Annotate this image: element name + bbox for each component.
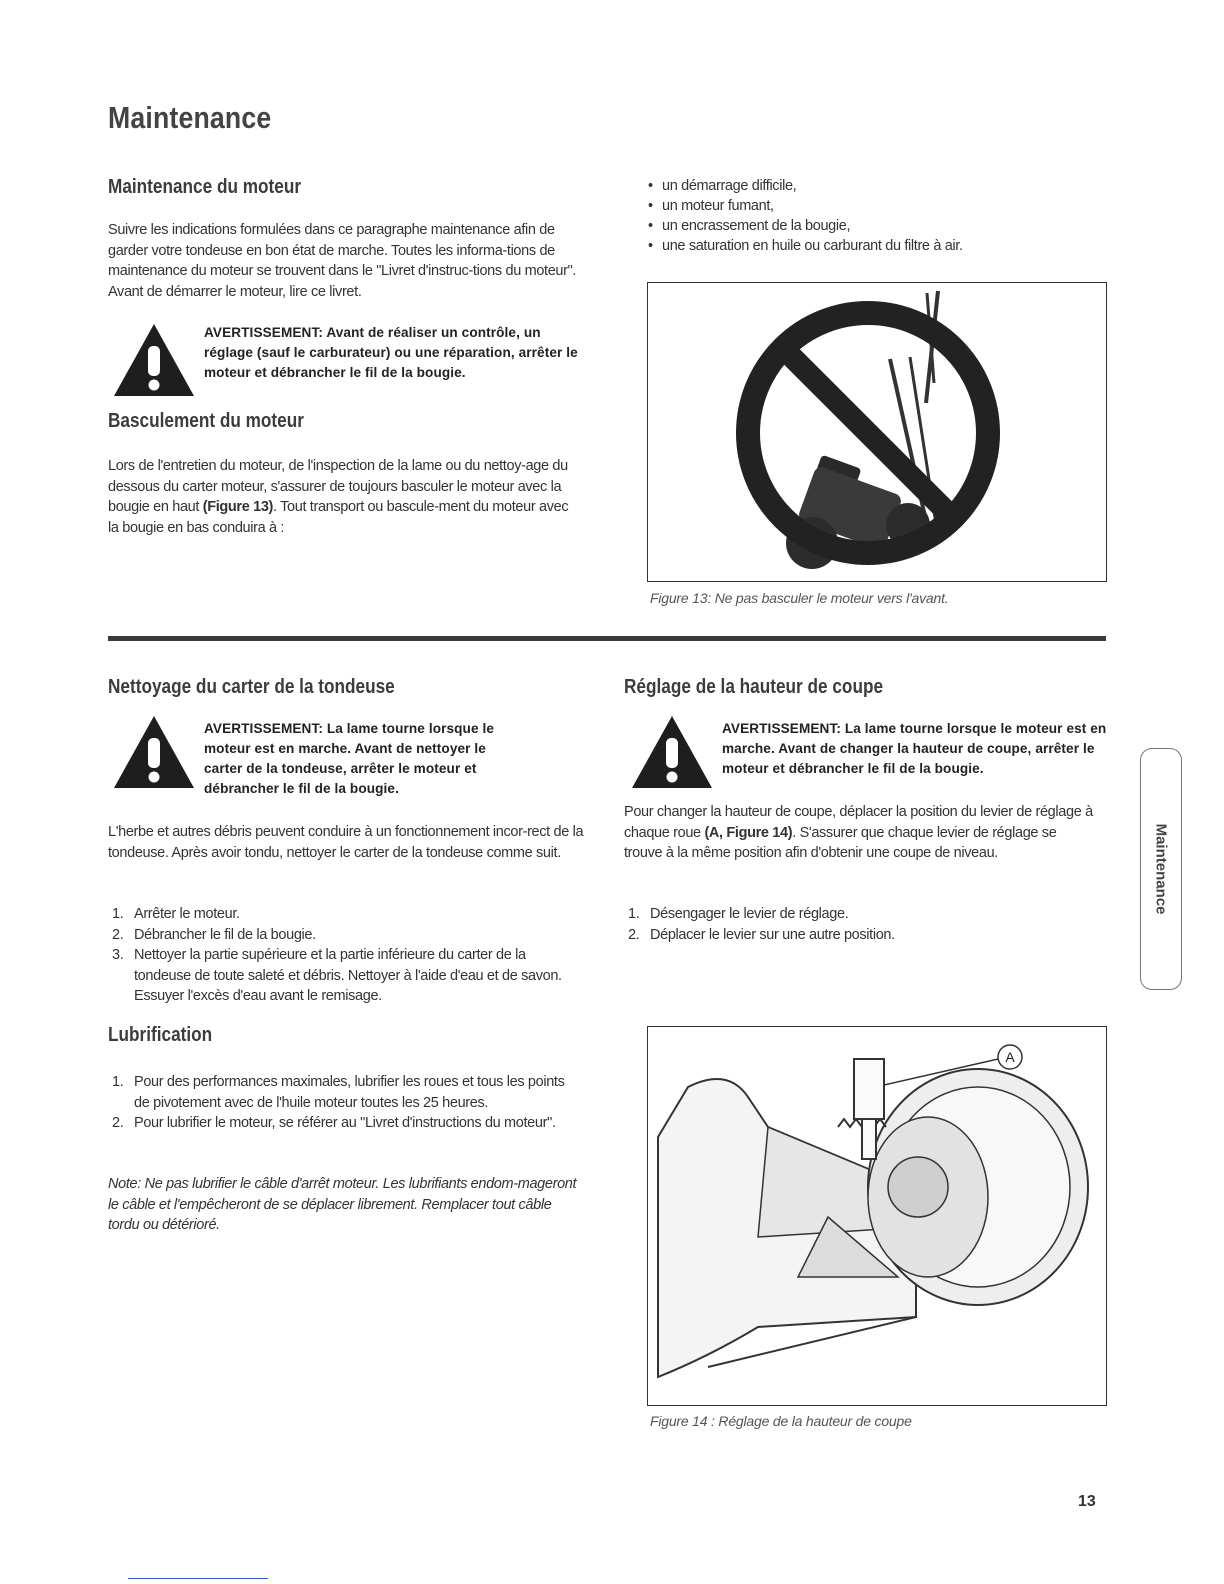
list-item <box>108 945 578 1007</box>
step-text: Débrancher le fil de la bougie. <box>134 926 316 943</box>
height-adjuster-illustration <box>648 1027 1106 1405</box>
lubrication-steps <box>108 1072 580 1134</box>
step-number: 2. <box>112 926 124 943</box>
engine-tilt-text-b: . Tout transport ou bascule-ment du moteur avec la bougie en bas conduira à : <box>108 499 569 536</box>
deck-cleaning-intro: L'herbe et autres débris peuvent conduire à un fonctionnement incor-rect de la tondeuse. Après avoir tondu, nettoyer le carter de la tondeuse comme suit. <box>108 824 584 861</box>
step-number: 1. <box>112 1074 124 1090</box>
cutting-height-intro <box>624 802 1094 864</box>
cutting-height-steps <box>624 904 1084 945</box>
list-item: • un démarrage difficile, <box>648 176 1088 196</box>
section-title-engine-maintenance: Maintenance du moteur <box>108 176 302 198</box>
step-number: 2. <box>112 1115 124 1131</box>
section-title-cutting-height: Réglage de la hauteur de coupe <box>624 676 884 698</box>
figure-14-caption: Figure 14 : Réglage de la hauteur de coupe <box>650 1413 912 1429</box>
deck-cleaning-steps <box>108 904 578 1007</box>
warning-triangle-icon <box>112 322 196 398</box>
list-item <box>108 1113 580 1134</box>
step-text: Pour lubrifier le moteur, se référer au "Livret d'instructions du moteur". <box>134 1115 556 1131</box>
maintenance-side-tab[interactable] <box>1140 748 1182 990</box>
list-item: • un encrassement de la bougie, <box>648 216 1088 236</box>
engine-maintenance-warning: AVERTISSEMENT: Avant de réaliser un contrôle, un réglage (sauf le carburateur) ou une réparation, arrêter le moteur et débrancher le fil de la bougie. <box>204 325 578 380</box>
footer-rule <box>128 1578 268 1579</box>
cutting-height-intro-a: Pour changer la hauteur de coupe, déplacer la position du levier de réglage à chaque roue <box>624 804 1093 841</box>
step-text: Arrêter le moteur. <box>134 906 240 922</box>
list-item <box>108 925 578 946</box>
deck-cleaning-warning: AVERTISSEMENT: La lame tourne lorsque le moteur est en marche. Avant de nettoyer le carter de la tondeuse, arrêter le moteur et débrancher le fil de la bougie. <box>204 721 495 796</box>
step-number: 2. <box>628 926 640 943</box>
list-item: • une saturation en huile ou carburant du filtre à air. <box>648 236 1088 256</box>
section-title-engine-tilt: Basculement du moteur <box>108 410 304 432</box>
page-number: 13 <box>1078 1493 1096 1510</box>
step-number: 1. <box>628 906 640 922</box>
section-title-deck-cleaning: Nettoyage du carter de la tondeuse <box>108 676 395 698</box>
engine-tilt-text-a: Lors de l'entretien du moteur, de l'inspection de la lame ou du nettoy-age du dessous du carter moteur, s'assurer de toujours basculer le moteur avec la bougie en haut <box>108 458 568 515</box>
cutting-height-warning: AVERTISSEMENT: La lame tourne lorsque le moteur est en marche. Avant de changer la hauteur de coupe, arrêter le moteur et débrancher le fil de la bougie. <box>722 721 1107 776</box>
side-tab-label: Maintenance <box>1152 823 1170 915</box>
figure-13-caption: Figure 13: Ne pas basculer le moteur vers l'avant. <box>650 590 949 606</box>
step-number: 3. <box>112 947 124 963</box>
step-number: 1. <box>112 906 124 922</box>
callout-label-a: A <box>1005 1049 1015 1065</box>
list-item <box>108 904 578 925</box>
section-divider <box>108 636 1106 641</box>
step-text: Nettoyer la partie supérieure et la partie inférieure du carter de la tondeuse de toute saleté et débris. Nettoyer à l'aide d'eau et de savon. Essuyer l'excès d'eau avant le remisage. <box>134 947 562 1004</box>
figure-14 <box>647 1026 1107 1406</box>
figure-13 <box>647 282 1107 582</box>
step-text: Déplacer le levier sur une autre position. <box>650 926 895 943</box>
warning-triangle-icon <box>112 714 196 790</box>
no-tilt-prohibition-icon <box>648 283 1106 581</box>
list-item <box>624 904 1084 925</box>
list-item <box>108 1072 580 1113</box>
cutting-height-intro-b: . S'assurer que chaque levier de réglage se trouve à la même position afin d'obtenir une coupe de niveau. <box>624 824 1057 861</box>
tilt-consequences-list <box>648 176 1088 256</box>
figure-13-ref: (Figure 13) <box>202 499 274 515</box>
lubrication-note: Note: Ne pas lubrifier le câble d'arrêt moteur. Les lubrifiants endom-mageront le câble et l'empêcheront de se déplacer librement. Remplacer tout câble tordu ou détérioré. <box>108 1176 577 1233</box>
step-text: Pour des performances maximales, lubrifier les roues et tous les points de pivotement avec de l'huile moteur toutes les 25 heures. <box>134 1074 565 1111</box>
figure-14-ref: (A, Figure 14) <box>704 824 793 841</box>
page-title: Maintenance <box>108 100 272 135</box>
step-text: Désengager le levier de réglage. <box>650 906 849 922</box>
engine-tilt-text <box>108 456 580 538</box>
list-item <box>624 925 1084 946</box>
engine-maintenance-intro: Suivre les indications formulées dans ce paragraphe maintenance afin de garder votre tondeuse en bon état de marche. Toutes les informa-tions de maintenance du moteur se trouvent dans le "Livret d'instruc-tions du moteur". Avant de démarrer le moteur, lire ce livret. <box>108 222 577 300</box>
section-title-lubrication: Lubrification <box>108 1024 213 1046</box>
list-item: • un moteur fumant, <box>648 196 1088 216</box>
warning-triangle-icon <box>630 714 714 790</box>
